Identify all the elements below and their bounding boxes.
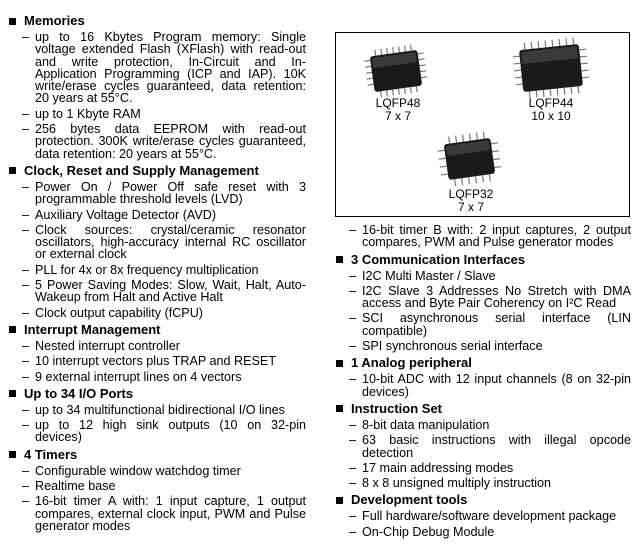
list-item: – Configurable window watchdog timer — [22, 463, 241, 478]
section-heading: Interrupt Management — [8, 322, 306, 338]
package-label: LQFP44 10 x 10 — [528, 96, 574, 123]
square-bullet-icon — [336, 497, 343, 504]
list-item: – Full hardware/software development package — [349, 509, 617, 524]
square-bullet-icon — [9, 390, 16, 397]
list-item: – Nested interrupt controller — [22, 338, 180, 353]
package-figure — [335, 32, 630, 217]
section-io-ports — [8, 386, 306, 444]
list-item: – 16-bit timer A with: 1 input capture, 1 output compares, external clock input, PWM and Pulse generator modes — [22, 494, 306, 533]
list-item: – I2C Multi Master / Slave — [349, 268, 496, 283]
list-item: – 17 main addressing modes — [349, 460, 514, 475]
package-label: LQFP48 7 x 7 — [375, 96, 421, 123]
lqfp48-chip-icon — [364, 41, 428, 101]
section-heading: 3 Communication Interfaces — [335, 252, 631, 268]
list-item: – On-Chip Debug Module — [349, 524, 495, 539]
section-timers — [8, 447, 306, 532]
package-label: LQFP32 7 x 7 — [448, 187, 494, 214]
section-communication-interfaces — [335, 252, 631, 353]
list-item: – SPI synchronous serial interface — [349, 339, 543, 354]
list-item: – up to 34 multifunctional bidirectional I/O lines — [22, 402, 285, 417]
section-memories — [8, 13, 306, 160]
list-item: – up to 12 high sink outputs (10 on 32-pin devices) — [22, 418, 306, 445]
section-interrupt-management — [8, 322, 306, 383]
list-item: – Power On / Power Off safe reset with 3 programmable threshold levels (LVD) — [22, 179, 306, 207]
list-item: – 16-bit timer B with: 2 input captures, 2 output compares, PWM and Pulse generator modes — [349, 223, 631, 250]
section-development-tools — [335, 492, 631, 538]
section-heading: Memories — [8, 13, 306, 29]
right-column — [335, 222, 631, 541]
lqfp32-chip-icon — [436, 129, 502, 189]
list-item: – 9 external interrupt lines on 4 vectors — [22, 369, 242, 384]
list-item: – PLL for 4x or 8x frequency multiplication — [22, 262, 259, 277]
list-item: – Realtime base — [22, 479, 116, 494]
list-item: – 8 x 8 unsigned multiply instruction — [349, 476, 552, 491]
square-bullet-icon — [336, 405, 343, 412]
left-column — [8, 0, 306, 535]
section-instruction-set — [335, 401, 631, 489]
list-item: – 10-bit ADC with 12 input channels (8 on 32-pin devices) — [349, 372, 631, 399]
list-item: – 63 basic instructions with illegal opcode detection — [349, 433, 631, 460]
section-heading: Instruction Set — [335, 401, 631, 417]
list-item: – Clock sources: crystal/ceramic resonator oscillators, high-accuracy internal RC oscillator or external clock — [22, 222, 306, 262]
list-item: – 256 bytes data EEPROM with read-out protection. 300K write/erase cycles guaranteed, data retention: 20 years at 55°C. — [22, 122, 306, 161]
section-heading: 4 Timers — [8, 447, 306, 463]
square-bullet-icon — [9, 167, 16, 174]
square-bullet-icon — [9, 18, 16, 25]
list-item: – 8-bit data manipulation — [349, 417, 490, 432]
section-clock-reset-supply — [8, 163, 306, 319]
list-item: – 5 Power Saving Modes: Slow, Wait, Halt, Auto-Wakeup from Halt and Active Halt — [22, 278, 306, 305]
section-heading: Development tools — [335, 492, 631, 508]
list-item: – I2C Slave 3 Addresses No Stretch with DMA access and Byte Pair Coherency on I²C Read — [349, 283, 631, 311]
list-item: – up to 1 Kbyte RAM — [22, 106, 141, 121]
list-item: – 10 interrupt vectors plus TRAP and RESET — [22, 354, 277, 369]
list-item: – Clock output capability (fCPU) — [22, 305, 203, 320]
square-bullet-icon — [336, 360, 343, 367]
lqfp44-chip-icon — [511, 37, 591, 99]
list-item: – SCI asynchronous serial interface (LIN compatible) — [349, 311, 631, 338]
square-bullet-icon — [336, 256, 343, 263]
list-item: – Auxiliary Voltage Detector (AVD) — [22, 207, 217, 222]
section-heading: Clock, Reset and Supply Management — [8, 163, 306, 179]
section-heading: Up to 34 I/O Ports — [8, 386, 306, 402]
square-bullet-icon — [9, 326, 16, 333]
section-heading: 1 Analog peripheral — [335, 355, 631, 371]
section-analog-peripheral — [335, 355, 631, 398]
square-bullet-icon — [9, 451, 16, 458]
list-item: – up to 16 Kbytes Program memory: Single voltage extended Flash (XFlash) with read-out and write protection, In-Circuit and In-Application Programming (ICP and IAP). 10K write/erase cycles guaranteed, data retention: 20 years at 55°C. — [22, 30, 306, 106]
